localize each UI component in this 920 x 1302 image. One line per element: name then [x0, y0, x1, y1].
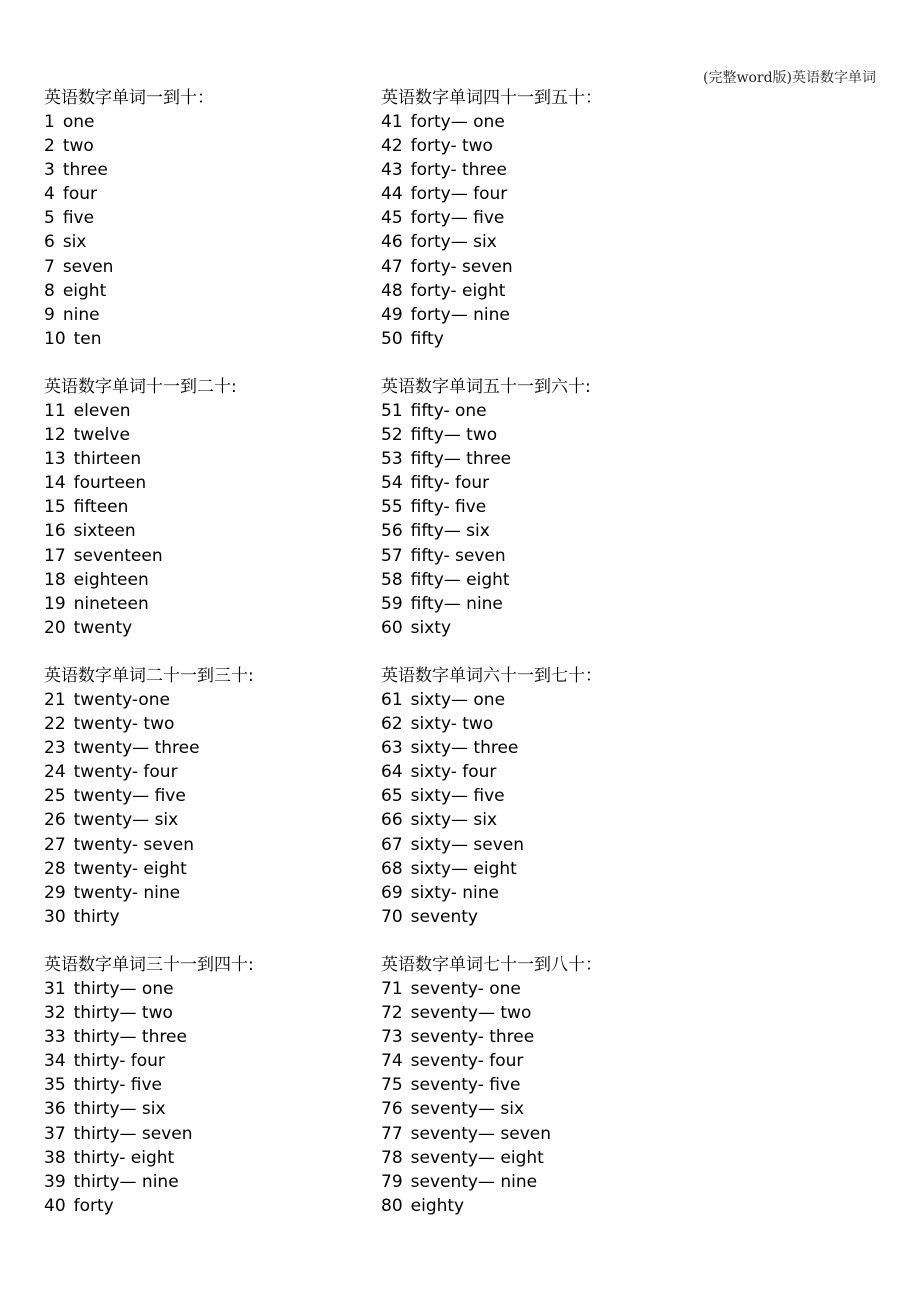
number-digit: 22	[44, 714, 66, 735]
number-word: twenty— five	[73, 786, 186, 807]
number-row	[44, 279, 374, 303]
number-word: fifty- one	[410, 401, 487, 421]
number-word: thirty— seven	[73, 1123, 193, 1144]
number-row	[381, 977, 711, 1001]
number-digit: 33	[44, 1027, 66, 1048]
number-row	[381, 255, 711, 279]
number-digit: 63	[381, 738, 403, 759]
number-digit: 79	[381, 1171, 403, 1192]
number-row	[44, 1170, 374, 1194]
number-digit: 34	[44, 1051, 66, 1072]
number-digit: 5	[44, 208, 55, 229]
number-word: thirty— three	[73, 1027, 187, 1048]
number-row	[381, 857, 711, 881]
number-word: twenty— six	[73, 810, 179, 831]
number-word: sixty— seven	[410, 834, 525, 855]
number-word: forty	[73, 1195, 114, 1216]
number-row	[44, 977, 374, 1001]
number-section	[44, 953, 374, 1242]
number-row	[44, 1097, 374, 1121]
number-digit: 21	[44, 690, 66, 710]
number-word: sixty— three	[410, 738, 519, 759]
number-digit: 59	[381, 593, 403, 614]
number-digit: 54	[381, 473, 403, 494]
number-row	[381, 423, 711, 447]
number-digit: 38	[44, 1147, 66, 1168]
number-digit: 76	[381, 1099, 403, 1120]
number-digit: 23	[44, 738, 66, 759]
number-word: seven	[62, 256, 114, 277]
number-digit: 16	[44, 521, 66, 542]
number-word: twelve	[73, 425, 130, 446]
number-section	[44, 86, 374, 375]
number-digit: 30	[44, 906, 66, 927]
number-row	[44, 616, 374, 640]
number-row	[44, 447, 374, 471]
number-section	[381, 86, 711, 375]
number-row	[381, 568, 711, 592]
number-word: forty— five	[410, 208, 505, 229]
number-word: thirty	[73, 906, 120, 927]
number-word: seventy- four	[410, 1051, 524, 1072]
number-word: thirty- four	[73, 1051, 165, 1072]
number-digit: 17	[44, 545, 66, 566]
number-row	[44, 760, 374, 784]
number-word: sixty- nine	[410, 882, 499, 903]
number-digit: 74	[381, 1051, 403, 1072]
number-row	[44, 905, 374, 929]
number-row	[44, 1122, 374, 1146]
number-word: sixty- four	[410, 762, 497, 783]
number-row	[44, 158, 374, 182]
number-digit: 69	[381, 882, 403, 903]
number-digit: 14	[44, 473, 66, 494]
number-word: twenty- two	[73, 714, 175, 735]
number-word: seventy- one	[410, 979, 521, 999]
number-word: thirty- eight	[73, 1147, 175, 1168]
number-word: twenty- seven	[73, 834, 195, 855]
number-word: forty— six	[410, 232, 497, 253]
number-row	[44, 1146, 374, 1170]
number-word: twenty- eight	[73, 858, 187, 879]
section-title: 英语数字单词十一到二十:	[44, 377, 237, 397]
number-row	[381, 303, 711, 327]
number-word: eleven	[73, 401, 131, 421]
number-row	[44, 471, 374, 495]
number-digit: 3	[44, 160, 55, 181]
number-digit: 37	[44, 1123, 66, 1144]
number-word: thirteen	[73, 449, 142, 470]
number-word: sixty	[410, 617, 452, 638]
number-digit: 8	[44, 280, 55, 301]
number-row	[44, 1001, 374, 1025]
number-word: nineteen	[73, 593, 149, 614]
number-row	[44, 1025, 374, 1049]
number-word: thirty— six	[73, 1099, 166, 1120]
number-row	[381, 110, 711, 134]
number-word: fifty— nine	[410, 593, 503, 614]
number-digit: 58	[381, 569, 403, 590]
number-word: sixty- two	[410, 714, 494, 735]
number-digit: 25	[44, 786, 66, 807]
number-row	[44, 230, 374, 254]
number-row	[381, 1073, 711, 1097]
number-word: fifty— two	[410, 425, 498, 446]
number-row	[44, 519, 374, 543]
number-row	[44, 881, 374, 905]
number-word: forty- seven	[410, 256, 513, 277]
right-column	[381, 86, 711, 1242]
number-word: fifty- seven	[410, 545, 506, 566]
number-digit: 60	[381, 617, 403, 638]
number-word: fifty— six	[410, 521, 490, 542]
number-digit: 62	[381, 714, 403, 735]
number-digit: 43	[381, 160, 403, 181]
number-digit: 7	[44, 256, 55, 277]
number-word: sixty— one	[410, 690, 506, 710]
number-row	[381, 158, 711, 182]
number-digit: 77	[381, 1123, 403, 1144]
number-word: thirty— one	[73, 979, 174, 999]
number-word: twenty- nine	[73, 882, 181, 903]
number-row	[381, 905, 711, 929]
number-digit: 26	[44, 810, 66, 831]
section-title: 英语数字单词二十一到三十:	[44, 666, 254, 686]
number-row	[44, 1194, 374, 1218]
number-word: sixty— five	[410, 786, 505, 807]
number-word: forty— nine	[410, 304, 510, 325]
number-row	[381, 134, 711, 158]
number-digit: 13	[44, 449, 66, 470]
number-row	[381, 447, 711, 471]
number-row	[381, 784, 711, 808]
number-word: thirty— two	[73, 1003, 173, 1024]
number-row	[381, 544, 711, 568]
number-word: nine	[62, 304, 100, 325]
number-row	[381, 592, 711, 616]
number-word: forty— four	[410, 184, 508, 205]
number-digit: 2	[44, 136, 55, 157]
number-word: forty- three	[410, 160, 507, 181]
number-row	[44, 592, 374, 616]
number-row	[44, 784, 374, 808]
number-word: forty- eight	[410, 280, 506, 301]
number-digit: 45	[381, 208, 403, 229]
number-digit: 6	[44, 232, 55, 253]
number-word: six	[62, 232, 87, 253]
number-word: fourteen	[73, 473, 147, 494]
section-title: 英语数字单词六十一到七十：	[381, 666, 602, 686]
section-title: 英语数字单词三十一到四十:	[44, 955, 254, 975]
number-row	[381, 327, 711, 351]
number-word: eight	[62, 280, 107, 301]
number-digit: 78	[381, 1147, 403, 1168]
number-section	[381, 953, 711, 1242]
number-word: sixteen	[73, 521, 136, 542]
number-row	[44, 1049, 374, 1073]
number-row	[381, 833, 711, 857]
number-section	[44, 664, 374, 953]
number-row	[381, 471, 711, 495]
number-row	[44, 423, 374, 447]
number-word: fifteen	[73, 497, 129, 518]
number-digit: 36	[44, 1099, 66, 1120]
number-digit: 9	[44, 304, 55, 325]
number-row	[44, 182, 374, 206]
number-digit: 15	[44, 497, 66, 518]
number-digit: 46	[381, 232, 403, 253]
number-digit: 1	[44, 112, 55, 132]
number-row	[44, 1073, 374, 1097]
number-digit: 48	[381, 280, 403, 301]
number-digit: 20	[44, 617, 66, 638]
number-section	[381, 664, 711, 953]
number-digit: 39	[44, 1171, 66, 1192]
number-word: eighteen	[73, 569, 149, 590]
number-row	[381, 495, 711, 519]
number-row	[381, 206, 711, 230]
number-word: two	[62, 136, 94, 157]
number-digit: 18	[44, 569, 66, 590]
number-row	[381, 519, 711, 543]
number-row	[381, 760, 711, 784]
number-word: fifty	[410, 328, 444, 349]
number-row	[381, 1049, 711, 1073]
number-row	[381, 1194, 711, 1218]
number-word: seventy- three	[410, 1027, 535, 1048]
number-digit: 19	[44, 593, 66, 614]
number-row	[381, 1025, 711, 1049]
number-row	[381, 279, 711, 303]
number-row	[44, 688, 374, 712]
number-row	[44, 134, 374, 158]
number-row	[381, 688, 711, 712]
number-digit: 12	[44, 425, 66, 446]
number-row	[44, 833, 374, 857]
number-word: fifty- five	[410, 497, 487, 518]
number-row	[44, 857, 374, 881]
number-digit: 32	[44, 1003, 66, 1024]
number-row	[44, 110, 374, 134]
number-word: seventy— seven	[410, 1123, 551, 1144]
number-row	[44, 255, 374, 279]
number-word: twenty-one	[73, 690, 170, 710]
number-row	[381, 881, 711, 905]
number-digit: 61	[381, 690, 403, 710]
number-row	[44, 303, 374, 327]
number-word: sixty— six	[410, 810, 498, 831]
number-row	[44, 568, 374, 592]
number-row	[381, 1170, 711, 1194]
number-digit: 41	[381, 112, 403, 132]
number-digit: 28	[44, 858, 66, 879]
number-digit: 31	[44, 979, 66, 999]
number-row	[44, 544, 374, 568]
number-word: seventeen	[73, 545, 163, 566]
number-digit: 51	[381, 401, 403, 421]
number-word: twenty	[73, 617, 133, 638]
number-word: one	[62, 112, 95, 132]
section-title: 英语数字单词五十一到六十:	[381, 377, 591, 397]
number-row	[44, 736, 374, 760]
number-row	[381, 808, 711, 832]
number-word: forty- two	[410, 136, 493, 157]
number-row	[44, 495, 374, 519]
number-digit: 66	[381, 810, 403, 831]
number-digit: 55	[381, 497, 403, 518]
number-row	[381, 712, 711, 736]
number-row	[381, 182, 711, 206]
number-digit: 47	[381, 256, 403, 277]
number-word: fifty- four	[410, 473, 490, 494]
number-word: seventy- five	[410, 1075, 521, 1096]
number-digit: 42	[381, 136, 403, 157]
number-digit: 11	[44, 401, 66, 421]
number-digit: 53	[381, 449, 403, 470]
number-digit: 27	[44, 834, 66, 855]
number-row	[44, 206, 374, 230]
number-section	[381, 375, 711, 664]
number-digit: 57	[381, 545, 403, 566]
number-digit: 65	[381, 786, 403, 807]
document-header: (完整word版)英语数字单词	[703, 70, 876, 86]
number-digit: 40	[44, 1195, 66, 1216]
number-row	[44, 399, 374, 423]
number-word: thirty— nine	[73, 1171, 179, 1192]
number-word: three	[62, 160, 108, 181]
number-row	[381, 736, 711, 760]
number-word: twenty- four	[73, 762, 178, 783]
number-word: twenty— three	[73, 738, 200, 759]
number-digit: 24	[44, 762, 66, 783]
section-title: 英语数字单词七十一到八十：	[381, 955, 602, 975]
number-word: four	[62, 184, 97, 205]
number-row	[381, 1097, 711, 1121]
number-digit: 10	[44, 328, 66, 349]
number-word: fifty— eight	[410, 569, 510, 590]
number-word: seventy— two	[410, 1003, 532, 1024]
number-digit: 56	[381, 521, 403, 542]
number-digit: 44	[381, 184, 403, 205]
number-digit: 35	[44, 1075, 66, 1096]
number-digit: 29	[44, 882, 66, 903]
number-digit: 70	[381, 906, 403, 927]
number-section	[44, 375, 374, 664]
number-digit: 71	[381, 979, 403, 999]
number-word: seventy	[410, 906, 478, 927]
number-word: fifty— three	[410, 449, 512, 470]
number-digit: 64	[381, 762, 403, 783]
number-word: seventy— nine	[410, 1171, 538, 1192]
number-word: forty— one	[410, 112, 505, 132]
number-row	[381, 1001, 711, 1025]
number-digit: 67	[381, 834, 403, 855]
number-word: five	[62, 208, 95, 229]
number-digit: 68	[381, 858, 403, 879]
number-row	[44, 712, 374, 736]
section-title: 英语数字单词四十一到五十：	[381, 88, 602, 108]
number-digit: 4	[44, 184, 55, 205]
number-row	[381, 230, 711, 254]
number-row	[381, 1146, 711, 1170]
number-digit: 75	[381, 1075, 403, 1096]
number-word: seventy— six	[410, 1099, 525, 1120]
number-digit: 52	[381, 425, 403, 446]
number-digit: 49	[381, 304, 403, 325]
number-row	[381, 616, 711, 640]
number-row	[44, 327, 374, 351]
number-digit: 80	[381, 1195, 403, 1216]
number-digit: 50	[381, 328, 403, 349]
number-row	[44, 808, 374, 832]
number-word: sixty— eight	[410, 858, 517, 879]
number-word: seventy— eight	[410, 1147, 544, 1168]
number-word: eighty	[410, 1195, 465, 1216]
number-digit: 72	[381, 1003, 403, 1024]
number-digit: 73	[381, 1027, 403, 1048]
left-column	[44, 86, 374, 1242]
number-word: ten	[73, 328, 102, 349]
number-row	[381, 1122, 711, 1146]
number-row	[381, 399, 711, 423]
number-word: thirty- five	[73, 1075, 162, 1096]
section-title: 英语数字单词一到十：	[44, 88, 214, 108]
